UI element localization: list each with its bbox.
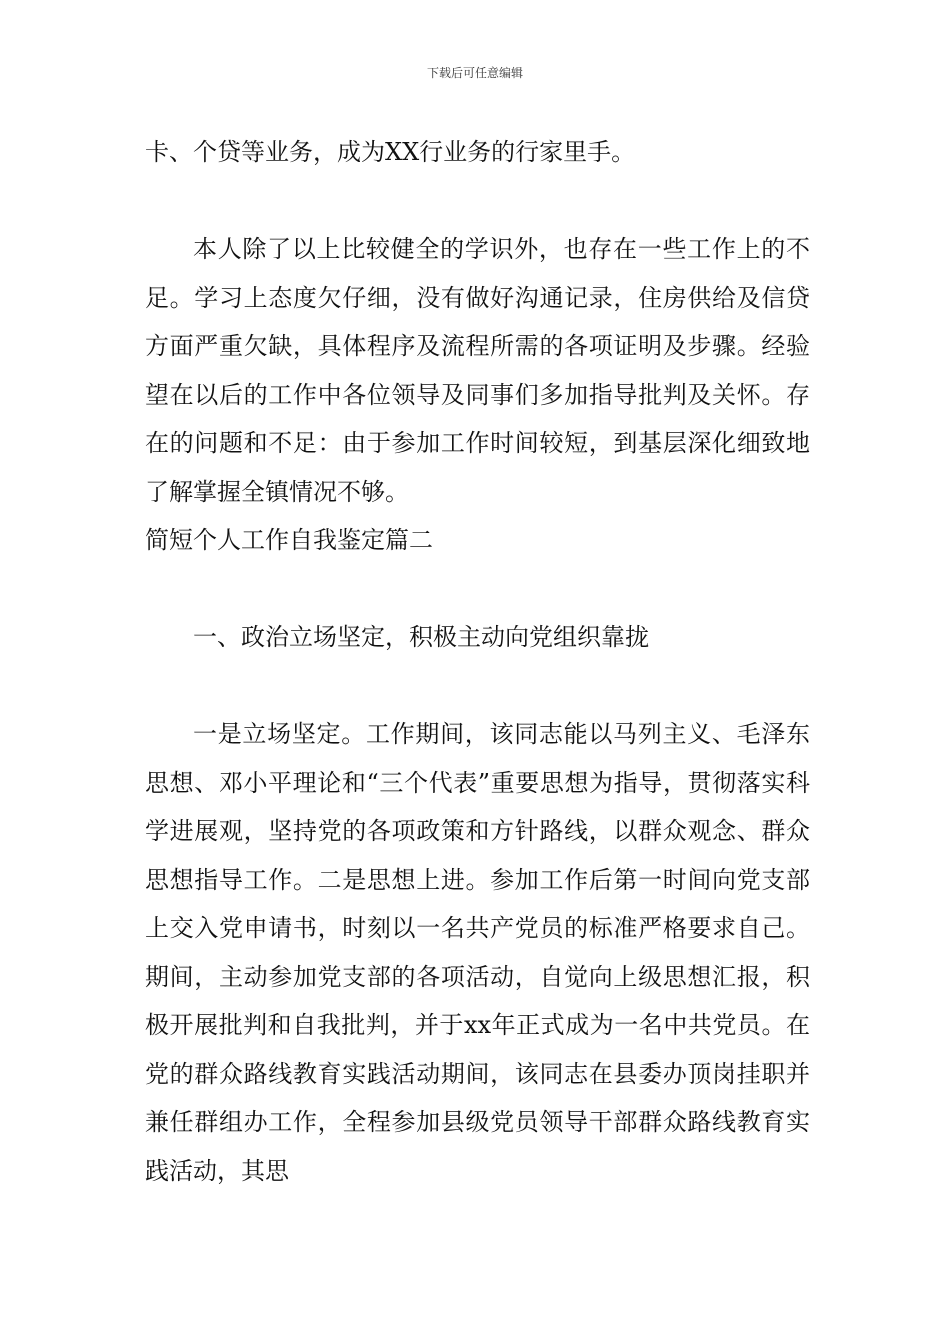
paragraph-gap (145, 177, 810, 226)
paragraph-self-assessment: 本人除了以上比较健全的学识外，也存在一些工作上的不足。学习上态度欠仔细，没有做好沟通记录，住房供给及信贷方面严重欠缺，具体程序及流程所需的各项证明及步骤。经验望在以后的工作中各位领导及同事们多加指导批判及关怀。存在的问题和不足：由于参加工作时间较短，到基层深化细致地了解掌握全镇情况不够。 (145, 235, 810, 506)
paragraph-gap (145, 565, 810, 614)
paragraph-continued: 卡、个贷等业务，成为XX行业务的行家里手。 (145, 138, 636, 166)
paragraph-political-stance: 一是立场坚定。工作期间，该同志能以马列主义、毛泽东思想、邓小平理论和“三个代表”重要思想为指导，贯彻落实科学进展观，坚持党的各项政策和方针路线，以群众观念、群众思想指导工作。二是思想上进。参加工作后第一时间向党支部上交入党申请书，时刻以一名共产党员的标准严格要求自己。期间，主动参加党支部的各项活动，自觉向上级思想汇报，积极开展批判和自我批判，并于xx年正式成为一名中共党员。在党的群众路线教育实践活动期间，该同志在县委办顶岗挂职并兼任群组办工作，全程参加县级党员领导干部群众路线教育实践活动，其思 (145, 720, 810, 1185)
paragraph-gap (145, 662, 810, 711)
section-title: 简短个人工作自我鉴定篇二 (145, 526, 433, 554)
document-body (145, 128, 810, 1195)
page-header: 下载后可任意编辑 (426, 66, 523, 80)
section-heading-political: 一、政治立场坚定，积极主动向党组织靠拢 (193, 623, 649, 651)
